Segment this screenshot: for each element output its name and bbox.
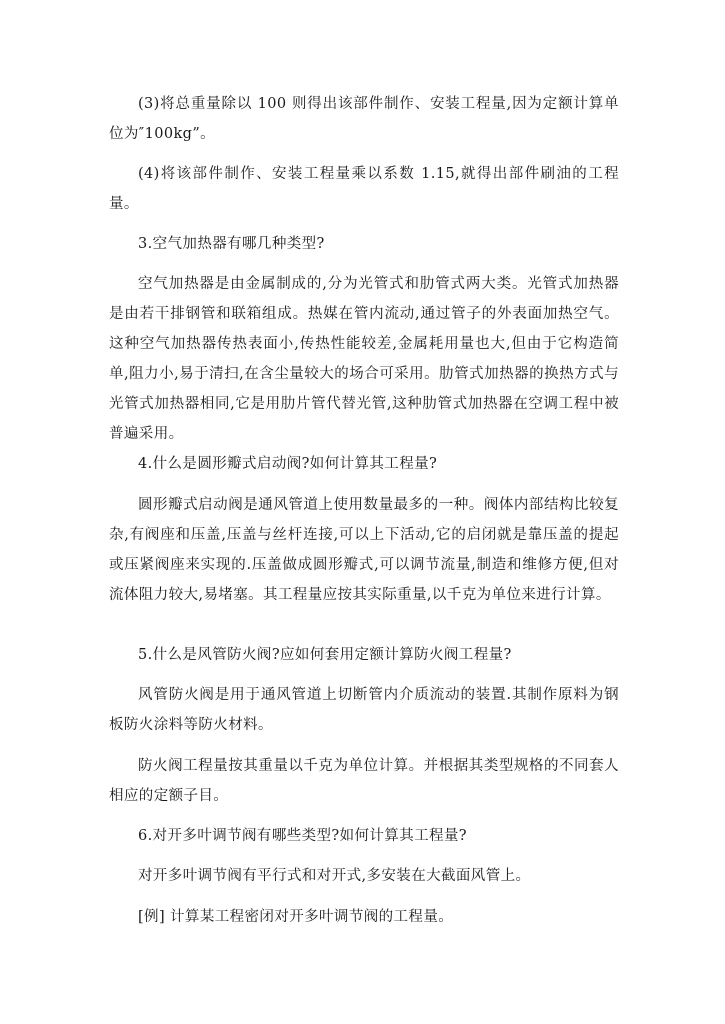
heading-question-5: 5.什么是风管防火阀?应如何套用定额计算防火阀工程量?	[138, 647, 512, 663]
paragraph-multi-blade-types: 对开多叶调节阀有平行式和对开式,多安装在大截面风管上。	[138, 868, 531, 884]
paragraph-start-valve: 圆形瓣式启动阀是通风管道上使用数量最多的一种。阀体内部结构比较复杂,有阀座和压盖,压盖与丝杆连接,可以上下活动,它的启闭就是靠压盖的提起或压紧阀座来实现的.压盖做成圆形瓣式,可以调节流量,制造和维修方便,但对流体阻力较大,易堵塞。其工程量应按其实际重量,以千克为单位来进行计算。	[109, 497, 619, 603]
heading-question-4: 4.什么是圆形瓣式启动阀?如何计算其工程量?	[138, 456, 438, 472]
heading-question-3: 3.空气加热器有哪几种类型?	[138, 236, 325, 252]
paragraph-example: [例] 计算某工程密闭对开多叶调节阀的工程量。	[138, 909, 454, 925]
paragraph-step-3: (3)将总重量除以 100 则得出该部件制作、安装工程量,因为定额计算单位为″100kg”。	[109, 96, 619, 142]
paragraph-air-heater: 空气加热器是由金属制成的,分为光管式和肋管式两大类。光管式加热器是由若干排钢管和联箱组成。热媒在管内流动,通过管子的外表面加热空气。这种空气加热器传热表面小,传热性能较差,金属耗用量也大,但由于它构造简单,阻力小,易于清扫,在含尘量较大的场合可采用。肋管式加热器的换热方式与光管式加热器相同,它是用肋片管代替光管,这种肋管式加热器在空调工程中被普遍采用。	[109, 276, 619, 442]
heading-question-6: 6.对开多叶调节阀有哪些类型?如何计算其工程量?	[138, 828, 467, 844]
paragraph-fire-damper-definition: 风管防火阀是用于通风管道上切断管内介质流动的装置.其制作原料为钢板防火涂料等防火材料。	[109, 687, 619, 733]
paragraph-step-4: (4)将该部件制作、安装工程量乘以系数 1.15,就得出部件刷油的工程量。	[109, 166, 619, 212]
paragraph-fire-damper-quantity: 防火阀工程量按其重量以千克为单位计算。并根据其类型规格的不同套人相应的定额子目。	[109, 758, 619, 804]
